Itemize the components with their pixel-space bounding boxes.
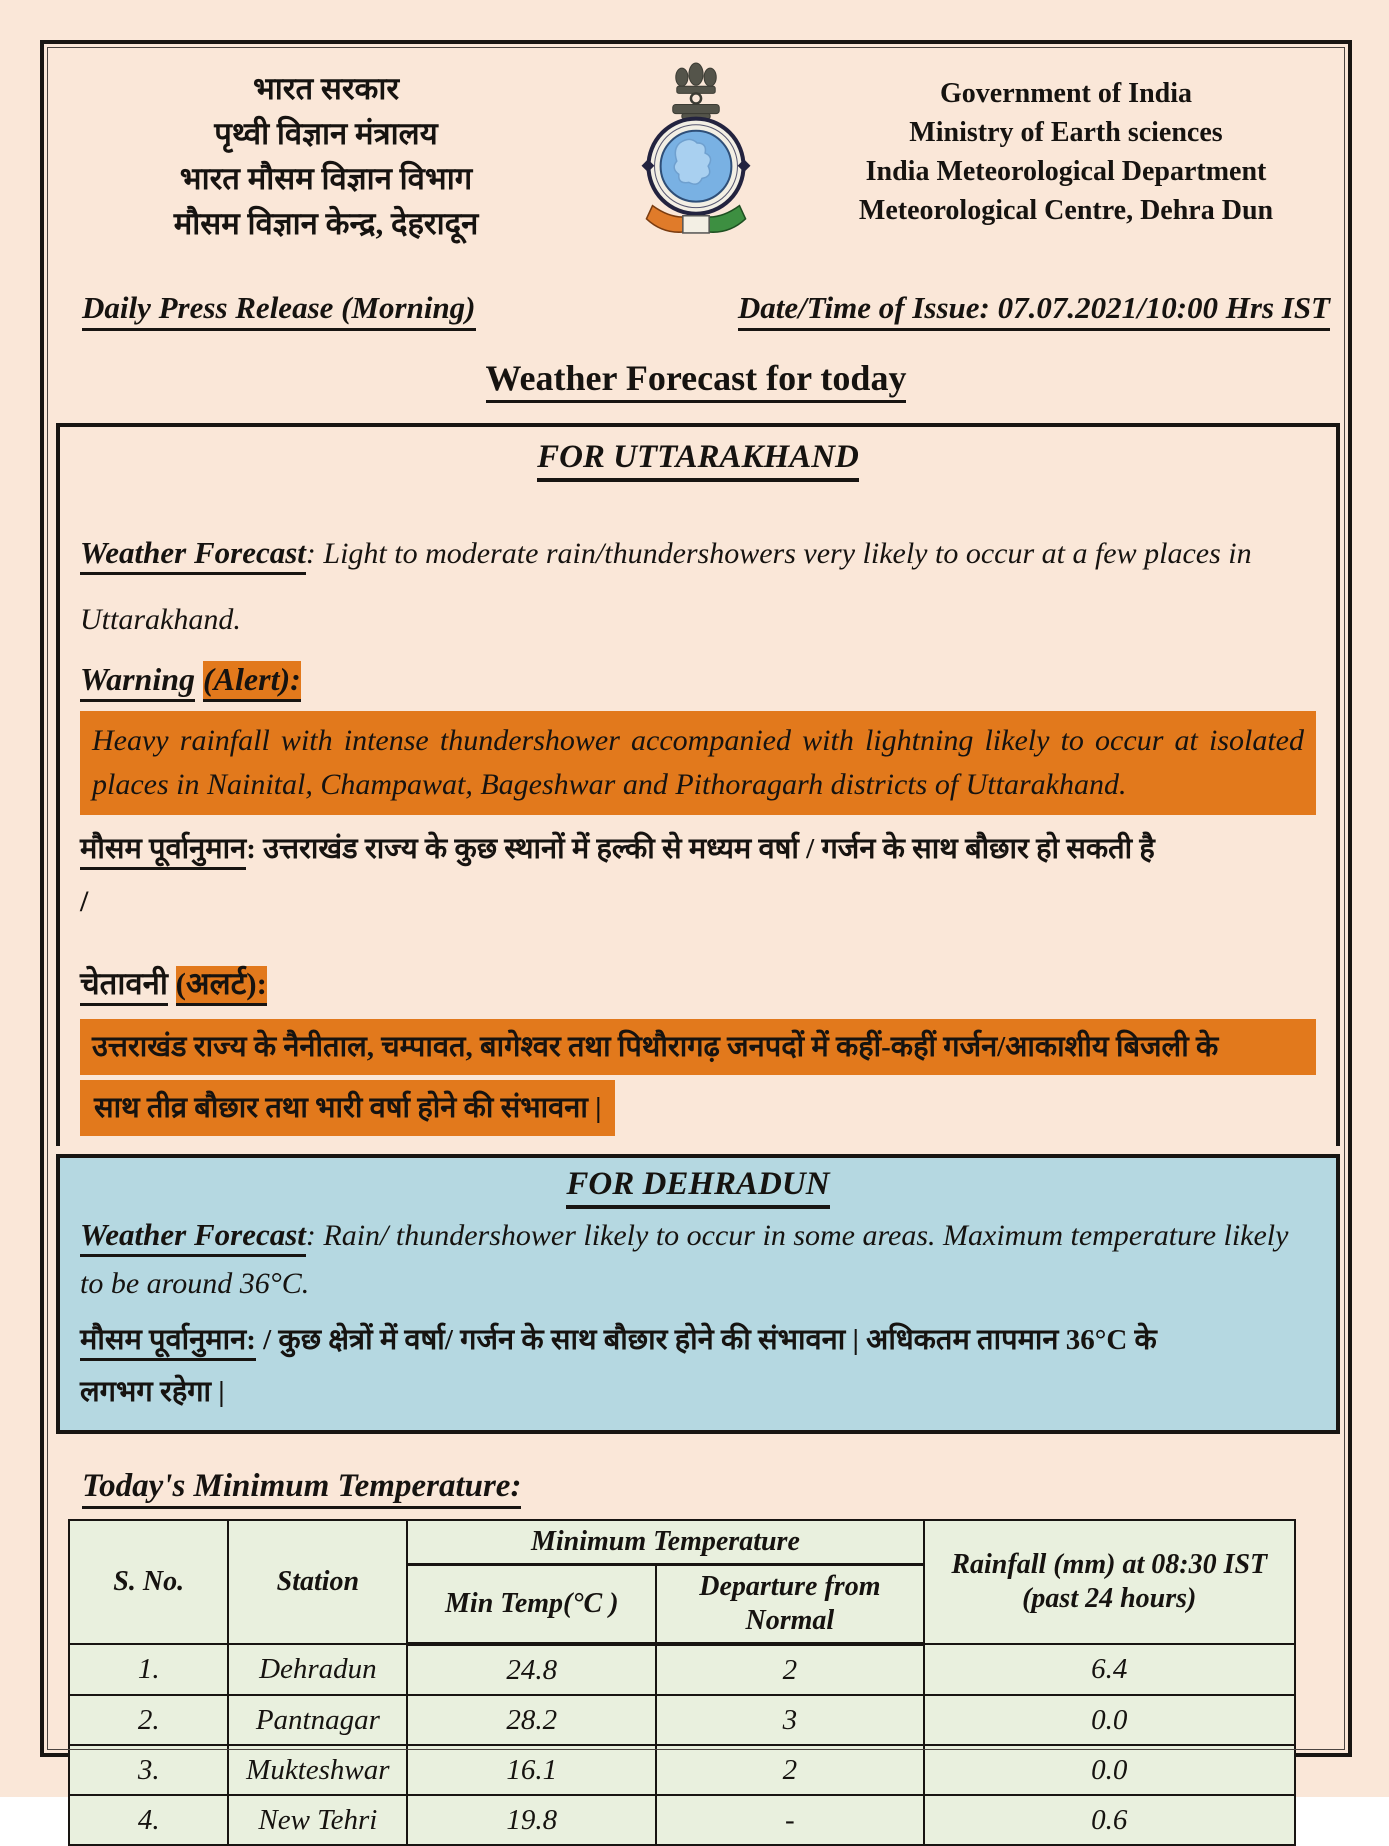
uttarakhand-heading: FOR UTTARAKHAND — [80, 439, 1316, 476]
cell-departure: 3 — [656, 1695, 923, 1745]
english-line: Ministry of Earth sciences — [909, 117, 1223, 148]
main-title: Weather Forecast for today — [44, 357, 1348, 399]
cell-station: Mukteshwar — [228, 1745, 407, 1795]
section-uttarakhand — [56, 423, 1340, 1146]
letterhead-hindi — [44, 60, 608, 246]
cell-departure: - — [656, 1795, 923, 1845]
col-header-departure: Departure from Normal — [656, 1565, 923, 1645]
col-header-rainfall: Rainfall (mm) at 08:30 IST (past 24 hours) — [924, 1520, 1296, 1644]
hindi-forecast-label: मौसम पूर्वानुमान — [80, 833, 246, 870]
uttarakhand-forecast-hindi — [80, 823, 1316, 875]
cell-departure: 2 — [656, 1745, 923, 1795]
hindi-warning-alert-highlight: (अलर्ट): — [176, 966, 267, 1006]
dehradun-heading: FOR DEHRADUN — [80, 1166, 1316, 1203]
cell-min-temp: 19.8 — [407, 1795, 656, 1845]
letterhead-english — [784, 60, 1348, 230]
uttarakhand-warning-label — [80, 655, 1316, 703]
forecast-text: Rain/ thundershower likely to occur in some areas. Maximum temperature likely to be around 36°C. — [80, 1219, 1289, 1300]
letterhead — [44, 44, 1348, 268]
col-header-min-temp-group: Minimum Temperature — [407, 1520, 923, 1565]
forecast-label: Weather Forecast — [80, 535, 306, 575]
cell-station: New Tehri — [228, 1795, 407, 1845]
english-line: India Meteorological Department — [865, 156, 1267, 187]
cell-station: Dehradun — [228, 1644, 407, 1695]
table-row — [69, 1795, 1295, 1845]
uttarakhand-warning-label-hindi — [80, 959, 1316, 1009]
col-header-station: Station — [228, 1520, 407, 1644]
cell-station: Pantnagar — [228, 1695, 407, 1745]
hindi-forecast-continuation: / — [80, 885, 89, 918]
table-row — [69, 1644, 1295, 1695]
hindi-warning-word: चेतावनी — [80, 966, 168, 1006]
cell-min-temp: 16.1 — [407, 1745, 656, 1795]
cell-min-temp: 28.2 — [407, 1695, 656, 1745]
dehradun-forecast-hindi — [80, 1314, 1316, 1366]
cell-rainfall: 6.4 — [924, 1644, 1296, 1695]
hindi-line: मौसम विज्ञान केन्द्र, देहरादून — [173, 206, 479, 241]
uttarakhand-warning-hindi-line2: साथ तीव्र बौछार तथा भारी वर्षा होने की संभावना | — [80, 1080, 615, 1136]
cell-sno: 3. — [69, 1745, 228, 1795]
section-dehradun — [56, 1154, 1340, 1434]
cell-departure: 2 — [656, 1644, 923, 1695]
uttarakhand-warning-text: Heavy rainfall with intense thundershower accompanied with lightning likely to occur at isolated places in Nainital, Champawat, Bageshwar and Pithoragarh districts of Uttarakhand. — [80, 711, 1316, 815]
imd-emblem-icon — [615, 60, 777, 237]
document-border-box — [40, 40, 1352, 1836]
cell-rainfall: 0.0 — [924, 1745, 1296, 1795]
hindi-line: भारत सरकार — [252, 71, 400, 106]
forecast-text: Light to moderate rain/thundershowers very likely to occur at a few places in Uttarakhand. — [80, 537, 1252, 636]
hindi-line: भारत मौसम विज्ञान विभाग — [179, 161, 473, 196]
col-header-min-temp: Min Temp(°C ) — [407, 1565, 656, 1645]
cell-rainfall: 0.6 — [924, 1795, 1296, 1845]
hindi-forecast-text: / कुछ क्षेत्रों में वर्षा/ गर्जन के साथ बौछार होने की संभावना | अधिकतम तापमान 36°C के — [263, 1324, 1157, 1356]
issue-datetime: Date/Time of Issue: 07.07.2021/10:00 Hrs IST — [738, 290, 1330, 331]
min-temp-table — [68, 1519, 1296, 1846]
hindi-forecast-label: मौसम पूर्वानुमान: — [80, 1324, 256, 1361]
warning-alert-highlight: (Alert): — [203, 661, 301, 702]
uttarakhand-forecast — [80, 520, 1316, 653]
cell-min-temp: 24.8 — [407, 1644, 656, 1695]
hindi-line: पृथ्वी विज्ञान मंत्रालय — [214, 116, 438, 151]
warning-word: Warning — [80, 661, 195, 702]
press-release-row — [82, 290, 1330, 331]
dehradun-forecast — [80, 1211, 1316, 1308]
english-line: Government of India — [940, 78, 1192, 109]
dehradun-forecast-hindi-line2: लगभग रहेगा | — [80, 1376, 225, 1408]
imd-logo — [608, 60, 784, 242]
table-row — [69, 1745, 1295, 1795]
min-temp-heading: Today's Minimum Temperature: — [82, 1468, 1348, 1505]
cell-sno: 1. — [69, 1644, 228, 1695]
forecast-colon: : — [305, 1219, 316, 1252]
cell-rainfall: 0.0 — [924, 1695, 1296, 1745]
cell-sno: 2. — [69, 1695, 228, 1745]
forecast-colon: : — [305, 537, 316, 570]
table-row — [69, 1695, 1295, 1745]
press-release-title: Daily Press Release (Morning) — [82, 290, 476, 331]
forecast-label: Weather Forecast — [80, 1217, 306, 1257]
uttarakhand-warning-hindi-line1: उत्तराखंड राज्य के नैनीताल, चम्पावत, बागेश्वर तथा पिथौरागढ़ जनपदों में कहीं-कहीं गर्जन/आकाशीय बिजली के — [80, 1019, 1316, 1075]
col-header-sno: S. No. — [69, 1520, 228, 1644]
cell-sno: 4. — [69, 1795, 228, 1845]
hindi-forecast-text: : उत्तराखंड राज्य के कुछ स्थानों में हल्की से मध्यम वर्षा / गर्जन के साथ बौछार हो सकती है — [246, 833, 1155, 865]
english-line: Meteorological Centre, Dehra Dun — [858, 195, 1274, 226]
